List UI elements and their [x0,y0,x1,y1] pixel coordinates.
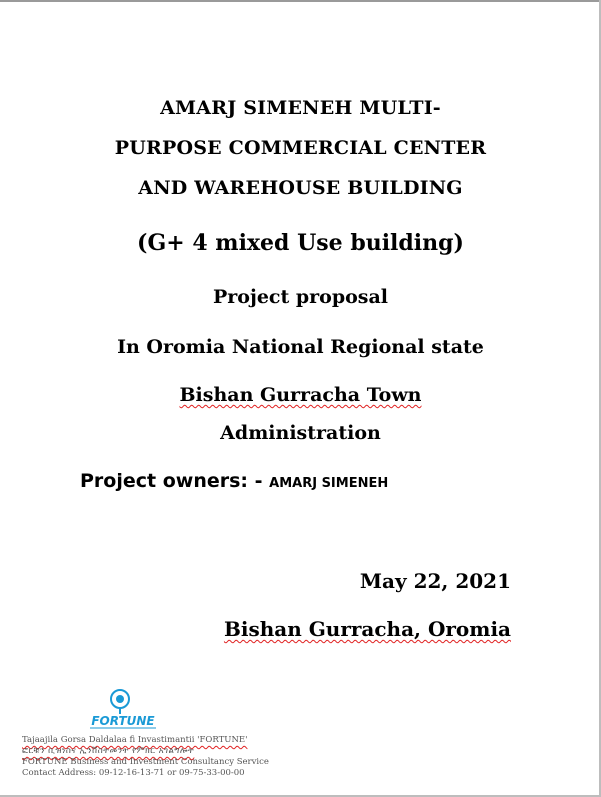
footer-line-2: ፎርቹን ቢዝነስና ኢንቨስትመንት የምክር አገልግሎት [22,746,195,756]
title-line-3: AND WAREHOUSE BUILDING [138,177,463,199]
title-line-2: PURPOSE COMMERCIAL CENTER [114,137,487,159]
owners-label: Project owners: - [80,470,263,492]
document-subtitle: (G+ 4 mixed Use building) [137,230,464,256]
proposal-type: Project proposal [212,286,389,308]
svg-text:FORTUNE: FORTUNE [91,714,155,728]
place-text: Bishan Gurracha, Oromia [223,617,511,641]
footer-line-3: FORTUNE Business and Investment Consultancy Service [22,757,269,767]
town-line-1 [0,384,601,406]
footer-line-1: Tajaajila Gorsa Daldalaa fi Invastimantii 'FORTUNE' [22,735,248,745]
town-line-2: Administration [220,422,381,444]
document-date: May 22, 2021 [359,569,511,593]
town-name-text: Bishan Gurracha Town [179,384,422,406]
document-place [224,617,511,641]
title-line-1: AMARJ SIMENEH MULTI- [160,97,441,119]
page-edge-top [0,0,601,2]
fortune-logo [80,687,166,731]
project-owners [80,470,388,492]
footer-contact [22,735,269,779]
footer-line-4: Contact Address: 09-12-16-13-71 or 09-75-33-00-00 [22,768,245,778]
document-title [0,88,601,208]
owners-name: AMARJ SIMENEH [269,476,389,491]
proposal-region: In Oromia National Regional state [117,336,484,358]
